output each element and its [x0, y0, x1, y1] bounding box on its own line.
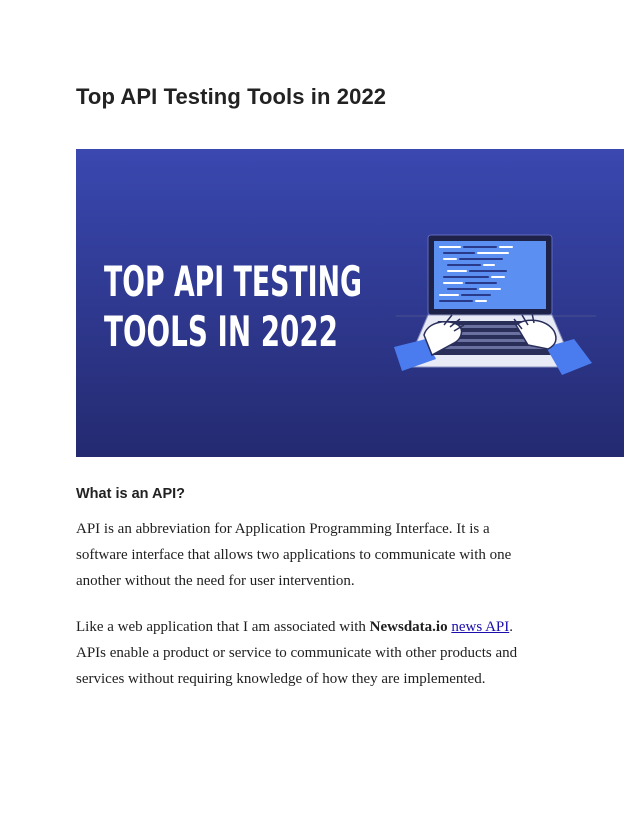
news-api-link[interactable]: news API — [451, 619, 510, 635]
paragraph-text: . — [509, 619, 513, 635]
brand-name: Newsdata.io — [369, 619, 448, 635]
hero-title-line1: TOP API TESTING — [104, 257, 362, 306]
paragraph-api-definition — [76, 516, 576, 594]
paragraph-line — [76, 614, 576, 640]
paragraph-text: Like a web application that I am associated with — [76, 619, 370, 635]
paragraph-line: API is an abbreviation for Application Programming Interface. It is a — [76, 521, 490, 537]
paragraph-line: APIs enable a product or service to communicate with other products and — [76, 645, 518, 661]
paragraph-line: another without the need for user intervention. — [76, 573, 355, 589]
paragraph-line: services without requiring knowledge of how they are implemented. — [76, 671, 486, 687]
page-title: Top API Testing Tools in 2022 — [76, 84, 387, 109]
hero-banner-image — [76, 149, 624, 457]
paragraph-line: software interface that allows two applications to communicate with one — [76, 547, 512, 563]
hero-title-line2: TOOLS IN 2022 — [104, 307, 338, 356]
paragraph-newsdata — [76, 614, 576, 692]
section-heading: What is an API? — [76, 486, 186, 502]
